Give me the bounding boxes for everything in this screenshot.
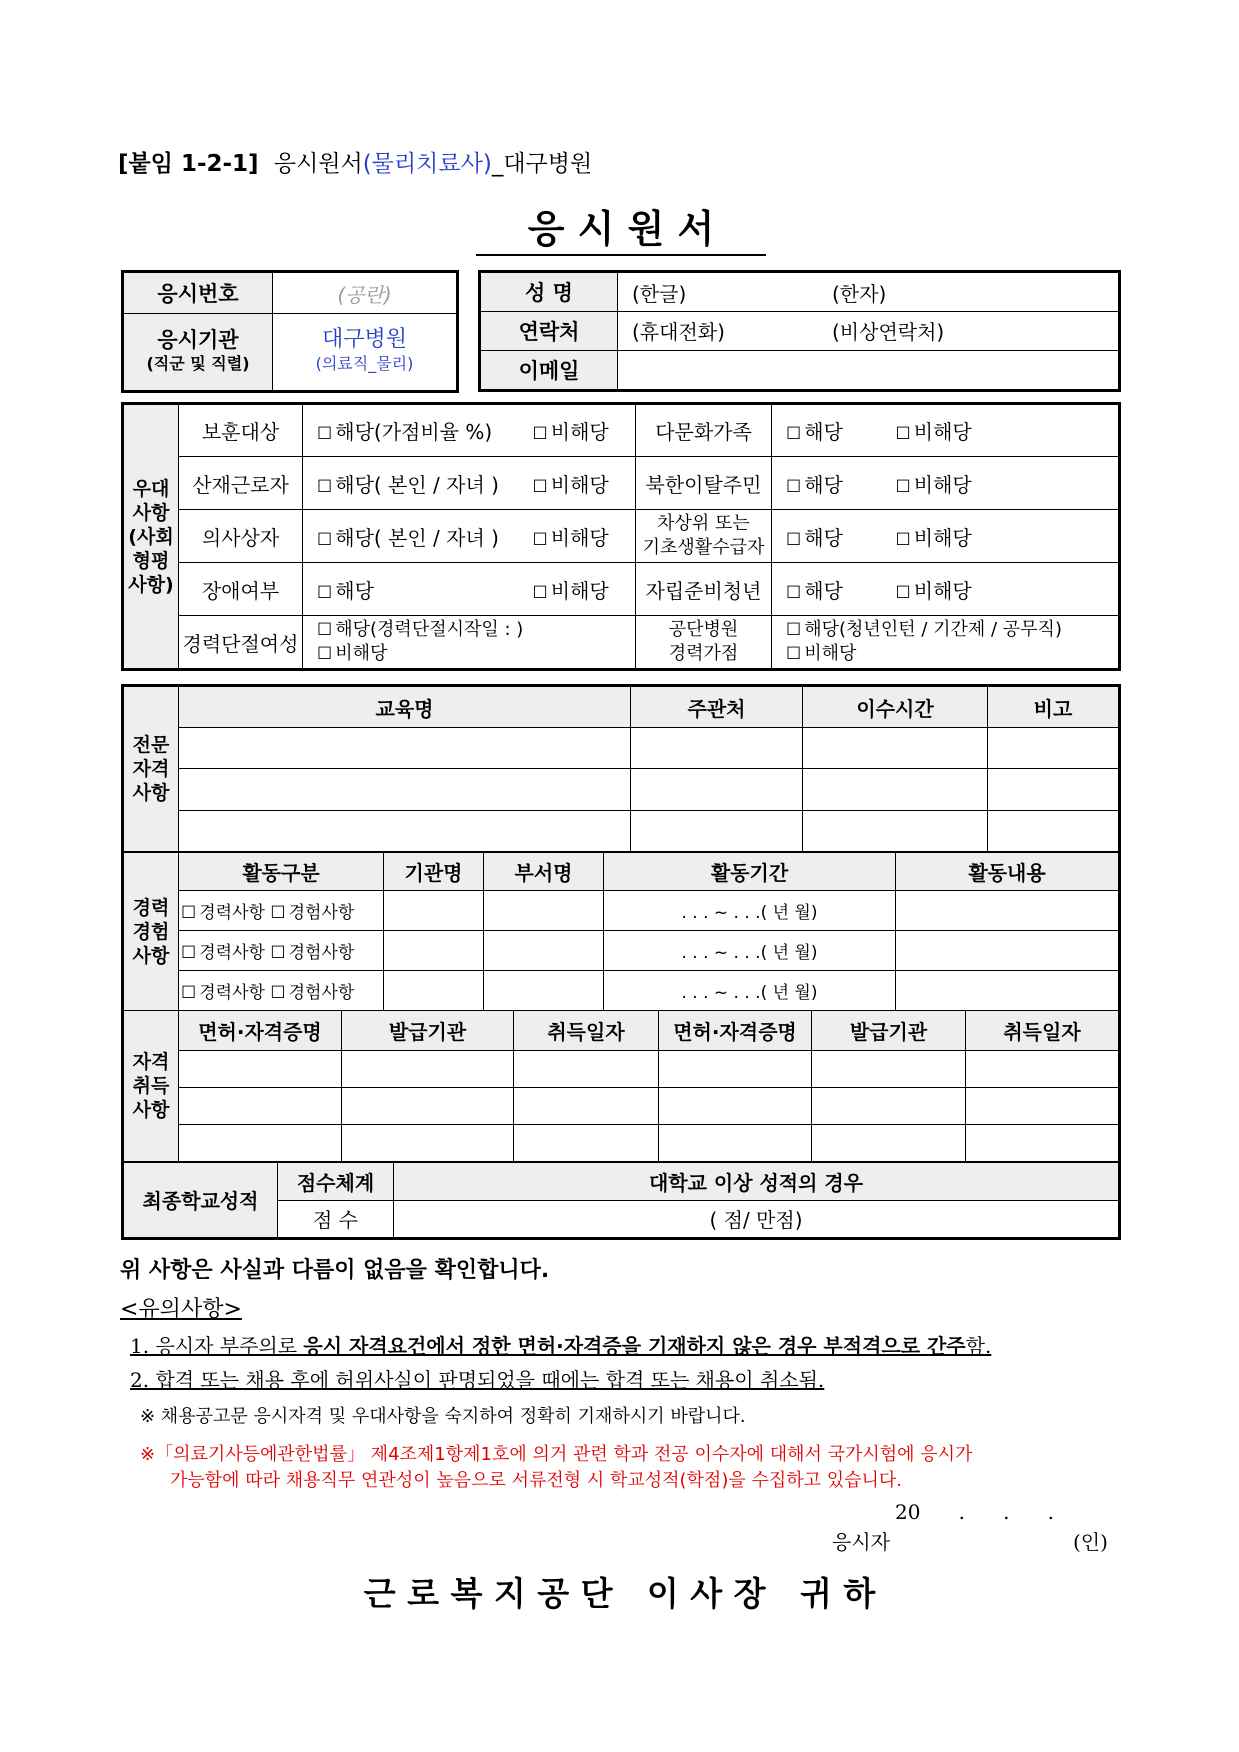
license-header-name-2: 면허·자격증명	[659, 1011, 812, 1051]
sign-seal[interactable]: (인)	[1073, 1530, 1108, 1554]
note-4-line-2: 가능함에 따라 채용직무 연관성이 높음으로 서류전형 시 학교성적(학점)을 수집하고 있습니다.	[170, 1470, 903, 1491]
applicant-contact-table	[478, 270, 1121, 392]
license-cell[interactable]	[659, 1051, 812, 1088]
license-table	[121, 1010, 1121, 1162]
license-header-date-2: 취득일자	[966, 1011, 1120, 1051]
note-3: ※ 채용공고문 응시자격 및 우대사항을 숙지하여 정확히 기재하시기 바랍니다.	[140, 1406, 746, 1427]
training-section-label: 전문 자격 사항	[123, 686, 179, 852]
license-cell[interactable]	[659, 1125, 812, 1162]
confirm-statement: 위 사항은 사실과 다름이 없음을 확인합니다.	[120, 1258, 550, 1283]
experience-option-checkbox[interactable]: ☐ 경험사항	[270, 943, 354, 963]
career-option-checkbox[interactable]: ☐ 경력사항	[181, 903, 265, 923]
experience-option-checkbox[interactable]: ☐ 경험사항	[270, 903, 354, 923]
name-korean: (한글)	[632, 281, 687, 306]
training-header-hours: 이수시간	[803, 686, 988, 728]
contact-emergency: (비상연락처)	[832, 320, 945, 345]
license-header-name: 면허·자격증명	[179, 1011, 342, 1051]
career-header-period: 활동기간	[604, 853, 896, 891]
training-cell[interactable]	[803, 810, 988, 851]
exam-no-field[interactable]: (공란)	[273, 272, 458, 314]
low-income-yes-checkbox[interactable]: ☐ 해당	[772, 510, 896, 563]
career-table	[121, 852, 1121, 1011]
exam-no-label: 응시번호	[123, 272, 273, 314]
org-value-cell	[273, 314, 458, 392]
license-cell[interactable]	[179, 1088, 342, 1125]
industrial-no-checkbox[interactable]: ☐ 비해당	[533, 457, 636, 510]
license-cell[interactable]	[659, 1088, 812, 1125]
independent-youth-label: 자립준비청년	[636, 563, 772, 616]
training-cell[interactable]	[803, 769, 988, 810]
license-cell[interactable]	[966, 1088, 1120, 1125]
license-cell[interactable]	[812, 1125, 966, 1162]
career-cell[interactable]	[384, 971, 484, 1011]
attachment-title-suffix: _대구병원	[491, 151, 593, 177]
training-cell[interactable]	[803, 728, 988, 769]
career-period[interactable]: . . . ~ . . .( 년 월)	[604, 931, 896, 971]
career-cell[interactable]	[384, 891, 484, 931]
grades-system-label: 점수체계	[278, 1162, 394, 1200]
low-income-no-checkbox[interactable]: ☐ 비해당	[896, 510, 1120, 563]
career-section-label: 경력 경험 사항	[123, 853, 179, 1011]
training-cell[interactable]	[631, 810, 803, 851]
license-cell[interactable]	[812, 1051, 966, 1088]
career-break-yes-checkbox[interactable]: ☐ 해당(경력단절시작일 : )	[317, 618, 635, 642]
org-subvalue: (의료직_물리)	[315, 354, 414, 373]
career-cell[interactable]	[896, 971, 1120, 1011]
notes-title: <유의사항>	[120, 1297, 242, 1322]
license-cell[interactable]	[514, 1088, 659, 1125]
career-break-no-checkbox[interactable]: ☐ 비해당	[317, 642, 635, 666]
note-1: 1. 응시자 부주의로 응시 자격요건에서 정한 면허·자격증을 기재하지 않은 경우 부적격으로 간주함.	[130, 1334, 992, 1358]
attachment-ref: [붙임 1-2-1]	[118, 151, 259, 177]
license-cell[interactable]	[179, 1125, 342, 1162]
email-label: 이메일	[480, 350, 618, 390]
defector-label: 북한이탈주민	[636, 457, 772, 510]
org-value: 대구병원	[321, 327, 407, 352]
industrial-label: 산재근로자	[179, 457, 303, 510]
career-cell[interactable]	[896, 931, 1120, 971]
disability-no-checkbox[interactable]: ☐ 비해당	[533, 563, 636, 616]
addressee: 근 로 복 지 공 단 이 사 장 귀 하	[363, 1574, 876, 1613]
veteran-no-checkbox[interactable]: ☐ 비해당	[533, 404, 636, 457]
veteran-label: 보훈대상	[179, 404, 303, 457]
license-cell[interactable]	[342, 1125, 514, 1162]
training-cell[interactable]	[631, 769, 803, 810]
contact-field[interactable]	[618, 312, 1120, 351]
career-header-dept: 부서명	[484, 853, 604, 891]
sign-date[interactable]: 20 . . .	[895, 1500, 1054, 1524]
industrial-yes-checkbox[interactable]: ☐ 해당( 본인 / 자녀 )	[303, 457, 533, 510]
training-table	[121, 684, 1121, 852]
org-label-cell	[123, 314, 273, 392]
career-header-type: 활동구분	[179, 853, 384, 891]
training-cell[interactable]	[631, 728, 803, 769]
sign-applicant-label: 응시자	[832, 1530, 890, 1554]
license-cell[interactable]	[514, 1051, 659, 1088]
preference-table	[121, 402, 1121, 671]
training-header-note: 비고	[988, 686, 1120, 728]
multicultural-label: 다문화가족	[636, 404, 772, 457]
public-hospital-label: 공단병원 경력가점	[636, 616, 772, 670]
contact-label: 연락처	[480, 312, 618, 351]
attachment-line	[118, 145, 592, 178]
contact-mobile: (휴대전화)	[632, 320, 725, 345]
multicultural-no-checkbox[interactable]: ☐ 비해당	[896, 404, 1120, 457]
attachment-title-paren: (물리치료사)	[362, 151, 492, 177]
org-label: 응시기관	[157, 328, 239, 352]
license-cell[interactable]	[342, 1051, 514, 1088]
form-title: 응 시 원 서	[476, 204, 766, 256]
training-header-org: 주관처	[631, 686, 803, 728]
name-hanja: (한자)	[832, 281, 887, 306]
righteous-label: 의사상자	[179, 510, 303, 563]
grades-score-field[interactable]: ( 점/ 만점)	[394, 1200, 1120, 1238]
license-header-issuer: 발급기관	[342, 1011, 514, 1051]
career-header-content: 활동내용	[896, 853, 1120, 891]
career-type-options	[179, 931, 384, 971]
experience-option-checkbox[interactable]: ☐ 경험사항	[270, 983, 354, 1003]
attachment-title-prefix: 응시원서	[273, 151, 363, 177]
training-cell[interactable]	[988, 810, 1120, 851]
email-field[interactable]	[618, 350, 1120, 390]
multicultural-yes-checkbox[interactable]: ☐ 해당	[772, 404, 896, 457]
public-hospital-no-checkbox[interactable]: ☐ 비해당	[786, 642, 1118, 666]
preference-section-label: 우대 사항 (사회 형평 사항)	[123, 404, 179, 670]
training-cell[interactable]	[179, 810, 631, 851]
training-header-name: 교육명	[179, 686, 631, 728]
independent-youth-yes-checkbox[interactable]: ☐ 해당	[772, 563, 896, 616]
career-cell[interactable]	[384, 931, 484, 971]
career-period[interactable]: . . . ~ . . .( 년 월)	[604, 891, 896, 931]
disability-label: 장애여부	[179, 563, 303, 616]
license-cell[interactable]	[966, 1051, 1120, 1088]
grades-score-label: 점 수	[278, 1200, 394, 1238]
public-hospital-yes-checkbox[interactable]: ☐ 해당(청년인턴 / 기간제 / 공무직)	[786, 618, 1118, 642]
career-cell[interactable]	[484, 931, 604, 971]
career-option-checkbox[interactable]: ☐ 경력사항	[181, 943, 265, 963]
career-cell[interactable]	[896, 891, 1120, 931]
note-2: 2. 합격 또는 채용 후에 허위사실이 판명되었을 때에는 합격 또는 채용이 취소됨.	[130, 1368, 825, 1392]
note-4-line-1: ※「의료기사등에관한법률」 제4조제1항제1호에 의거 관련 학과 전공 이수자에 대해서 국가시험에 응시가	[140, 1444, 973, 1465]
license-cell[interactable]	[514, 1125, 659, 1162]
license-cell[interactable]	[179, 1051, 342, 1088]
career-header-org: 기관명	[384, 853, 484, 891]
grades-univ-header: 대학교 이상 성적의 경우	[394, 1162, 1120, 1200]
org-sublabel: (직군 및 직렬)	[146, 354, 250, 373]
training-cell[interactable]	[988, 728, 1120, 769]
veteran-yes-checkbox[interactable]: ☐ 해당(가점비율 %)	[303, 404, 533, 457]
name-label: 성 명	[480, 272, 618, 312]
disability-yes-checkbox[interactable]: ☐ 해당	[303, 563, 533, 616]
license-header-issuer-2: 발급기관	[812, 1011, 966, 1051]
license-cell[interactable]	[342, 1088, 514, 1125]
low-income-label: 차상위 또는 기초생활수급자	[636, 510, 772, 563]
license-header-date: 취득일자	[514, 1011, 659, 1051]
career-break-options	[303, 616, 636, 670]
career-cell[interactable]	[484, 971, 604, 1011]
career-type-options	[179, 971, 384, 1011]
career-option-checkbox[interactable]: ☐ 경력사항	[181, 983, 265, 1003]
defector-no-checkbox[interactable]: ☐ 비해당	[896, 457, 1120, 510]
career-break-label: 경력단절여성	[179, 616, 303, 670]
training-cell[interactable]	[179, 769, 631, 810]
license-cell[interactable]	[812, 1088, 966, 1125]
righteous-no-checkbox[interactable]: ☐ 비해당	[533, 510, 636, 563]
license-cell[interactable]	[966, 1125, 1120, 1162]
training-cell[interactable]	[988, 769, 1120, 810]
applicant-id-table	[121, 270, 459, 393]
public-hospital-options	[772, 616, 1120, 670]
righteous-yes-checkbox[interactable]: ☐ 해당( 본인 / 자녀 )	[303, 510, 533, 563]
grades-table	[121, 1161, 1121, 1240]
career-period[interactable]: . . . ~ . . .( 년 월)	[604, 971, 896, 1011]
grades-label: 최종학교성적	[123, 1162, 278, 1238]
defector-yes-checkbox[interactable]: ☐ 해당	[772, 457, 896, 510]
career-cell[interactable]	[484, 891, 604, 931]
license-section-label: 자격 취득 사항	[123, 1011, 179, 1162]
independent-youth-no-checkbox[interactable]: ☐ 비해당	[896, 563, 1120, 616]
name-field[interactable]	[618, 272, 1120, 312]
career-type-options	[179, 891, 384, 931]
training-cell[interactable]	[179, 728, 631, 769]
